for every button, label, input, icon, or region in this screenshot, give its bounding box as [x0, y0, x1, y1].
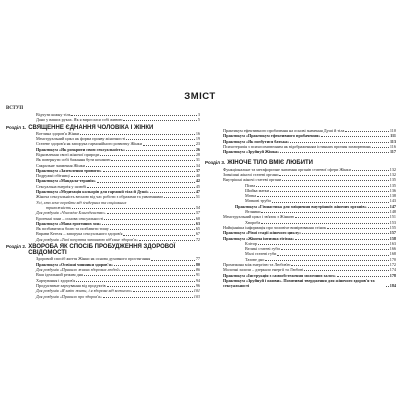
toc-entry-page: 116: [389, 143, 396, 149]
dot-leader: [368, 207, 389, 208]
toc-entry-page: 147: [389, 203, 396, 209]
toc-entry: [6, 237, 200, 242]
toc-entry-title: Практикум «Жіноча інтимна гігієна»: [223, 235, 295, 241]
toc-entry-title: Практикум «Практикум ефективного пробачення»: [223, 133, 321, 139]
dot-leader: [87, 187, 195, 188]
toc-entry-page: 143: [389, 198, 396, 204]
section-3-entries: [205, 167, 396, 289]
toc-left-column: [6, 104, 200, 299]
toc-entry-page: 170: [389, 256, 396, 262]
intro-entries: [6, 112, 200, 123]
dot-leader: [97, 182, 195, 183]
toc-entry-page: 45: [195, 183, 200, 189]
toc-entry-page: 110: [389, 128, 396, 133]
toc-entry-page: 132: [389, 171, 396, 177]
toc-entry-title: Матка: [245, 193, 257, 199]
toc-entry-title: Менструальний цикл як форма прояву жіночності: [36, 136, 126, 142]
toc-entry-page: 65: [195, 226, 200, 232]
toc-entry-title: Практикум «Інструкція з самообстеження молочних залоз»: [223, 272, 336, 278]
dot-leader: [261, 212, 388, 213]
toc-entry: [6, 117, 200, 122]
dot-leader: [103, 171, 195, 172]
dot-leader: [372, 147, 389, 148]
dot-leader: [123, 120, 197, 121]
dot-leader: [279, 175, 388, 176]
toc-entry-page: 101: [193, 288, 200, 294]
dot-leader: [352, 170, 389, 171]
dot-leader: [321, 136, 389, 137]
toc-entry-page: 155: [389, 224, 396, 230]
toc-entry-page: 138: [389, 193, 396, 199]
dot-leader: [282, 180, 389, 181]
toc-entry-title: Внутрішні жіночі статеві органи: [223, 177, 282, 183]
toc-entry-page: 135: [389, 177, 396, 183]
toc-entry-title: Здоровий спосіб життя Жінки як основа духовного простягання: [36, 256, 151, 262]
toc-entry-page: 151: [389, 214, 396, 220]
toc-entry-title: Практикум ефективного пробачення на основі значення Душі й тіла: [223, 128, 345, 133]
dot-leader: [76, 281, 195, 282]
dot-leader: [114, 265, 195, 266]
toc-entry-title: Відчути кожну тіль: [36, 112, 71, 117]
toc-entry: [6, 294, 200, 299]
toc-entry-title: Для роздумів «Правило про здоров'я»: [36, 293, 103, 299]
toc-entry-page: 19: [195, 136, 200, 142]
toc-entry-title: Для роздумів «Я вмію жити, і я здорова від кожного»: [36, 288, 133, 294]
toc-entry-page: 91: [195, 272, 200, 278]
dot-leader: [126, 150, 195, 151]
toc-entry-title: Практикум «Мандала-терапія»: [36, 178, 96, 184]
dot-leader: [107, 213, 195, 214]
toc-entry-page: 94: [195, 277, 200, 283]
dot-leader: [277, 255, 388, 256]
toc-entry-title: Сакральне знамення Жінки: [36, 162, 85, 168]
dot-leader: [80, 134, 195, 135]
section-2-title: ХВОРОБА ЯК СПОСІБ ПРОБУДЖЕННЯ ЗДОРОВОЇ СВІДОМОСТІ: [28, 244, 176, 257]
toc-entry-title: Дано у ваших руках. Як я вирослася собі живою: [36, 117, 123, 123]
toc-entry-title: Для роздумів «Твої почуття заповнюю від'ємне здоров'я»: [36, 236, 139, 242]
toc-entry-title: Практикум «Мапа ерогенних зон»: [36, 220, 102, 226]
dot-leader: [258, 244, 389, 245]
toc-entry-title: Усі, хто хоче перейти від ґендерних та соціальних: [36, 199, 127, 205]
toc-entry-page: 168: [389, 251, 396, 257]
toc-entry-title: Маткові труби: [245, 198, 271, 204]
dot-leader: [71, 115, 196, 116]
toc-entry-page: 103: [193, 293, 200, 299]
toc-entry-title: Практикум «Як розкрити свою сексуальність»: [36, 146, 126, 152]
toc-entry-title: Молочні залози – дзеркало енергії та Любові: [223, 267, 304, 273]
section-1-entries: [6, 131, 200, 242]
toc-entry-title: Клітор: [245, 240, 258, 246]
toc-entry-page: 16: [195, 130, 200, 136]
dot-leader: [143, 145, 195, 146]
toc-entry-page: 136: [389, 187, 396, 193]
dot-leader: [295, 239, 389, 240]
toc-entry-title: Найцінніша інформація про чоловіче вимірювання стінок: [223, 224, 327, 230]
toc-entry-page: 135: [389, 182, 396, 188]
dot-leader: [295, 217, 389, 218]
section-1-title: СВЯЩЕННЕ ЄДНАННЯ ЧОЛОВІКА І ЖІНКИ: [28, 124, 154, 131]
toc-entry-title: Практикум «Заземлення тривоги»: [36, 167, 102, 173]
toc-entry-page: 174: [389, 267, 396, 273]
dot-leader: [265, 260, 388, 261]
toc-entry-page: 184: [389, 283, 396, 289]
dot-leader: [150, 192, 195, 193]
toc-entry-page: 57: [195, 210, 200, 216]
toc-entry-title: Жіноча сексуальність весною від час роботи з образами та уявленнями: [36, 194, 163, 200]
section-3-title: ЖІНОЧЕ ТІЛО ВМІЄ ЛЮБИТИ: [227, 160, 313, 167]
toc-entry-page: 111: [390, 133, 396, 139]
dot-leader: [164, 197, 195, 198]
toc-entry-page: 178: [389, 272, 396, 278]
toc-entry-title: Хвороба: [245, 219, 261, 225]
dot-leader: [72, 208, 195, 209]
section-2-entries: [6, 256, 200, 298]
toc-entry-title: Продуктивне харчування від продуктів: [36, 282, 106, 288]
toc-entry: [205, 278, 396, 289]
dot-leader: [126, 139, 195, 140]
toc-entry-page: 51: [195, 194, 200, 200]
dot-leader: [256, 186, 389, 187]
toc-entry-title: Практикум «Освіжні чинники здоров'я»: [36, 261, 113, 267]
toc-entry-page: 117: [389, 149, 396, 155]
dot-leader: [386, 286, 389, 287]
dot-leader: [71, 176, 195, 177]
toc-entry-title: Як позбавитися болю та позбавити тишу: [36, 226, 109, 232]
toc-entry-title: Для роздумів «Правило живих здорових людей»: [36, 267, 121, 273]
dot-leader: [122, 270, 195, 271]
toc-entry-title: Подружні обітниці: [36, 173, 70, 179]
toc-entry-title: Статеве здоров'я як запорука гармонійного розвитку Жінки: [36, 141, 142, 147]
toc-entry-page: 77: [195, 256, 200, 262]
dot-leader: [257, 196, 389, 197]
section-2-number: Розділ 2.: [6, 244, 27, 250]
toc-entry-page: 63: [195, 220, 200, 226]
toc-entry-title: Практикум «Зруйнуй Жінка»: [223, 149, 280, 155]
toc-entry-page: 67: [195, 231, 200, 237]
dot-leader: [302, 233, 388, 234]
toc-entry-page: 163: [389, 240, 396, 246]
dot-leader: [123, 235, 194, 236]
toc-entry-page: 54: [195, 204, 200, 210]
dot-leader: [151, 260, 195, 261]
toc-entry-page: 31: [195, 157, 200, 163]
toc-entry-page: 172: [389, 262, 396, 268]
toc-entry-title: Функціональне та метафоричне значення органів статевої сфери Жінки: [223, 166, 351, 172]
toc-right-column: [205, 104, 396, 289]
toc-entry-title: Практикум «Зруйнуй і оживи». Позитивні твердження для жіночого здоров'я та сексуальності: [223, 277, 375, 289]
dot-leader: [100, 155, 194, 156]
dot-leader: [304, 270, 388, 271]
toc-entry-page: 153: [389, 219, 396, 225]
dot-leader: [139, 240, 195, 241]
toc-entry-page: 132: [389, 166, 396, 172]
toc-entry-title: Менструальний цикл і зв'язок з Жінкою: [223, 214, 295, 220]
continuation-entries: [205, 128, 396, 154]
toc-entry-title: Відновлення своєї жіночої природи: [36, 151, 100, 157]
toc-entry-title: Практикум «Як позбутися батька»: [223, 138, 290, 144]
toc-entry-title: Харчування і здоров'я: [36, 277, 76, 283]
dot-leader: [111, 160, 194, 161]
dot-leader: [86, 166, 195, 167]
dot-leader: [107, 286, 195, 287]
toc-entry-page: 5: [197, 117, 200, 123]
toc-entry-page: 60: [195, 215, 200, 221]
toc-entry-title: Малі статеві губи: [245, 251, 277, 257]
toc-entry-page: 96: [195, 282, 200, 288]
toc-entry-page: 157: [389, 230, 396, 236]
toc-entry-page: 26: [195, 146, 200, 152]
toc-entry-title: Практикум «Різні стадії жіночого циклу»: [223, 230, 302, 236]
dot-leader: [280, 152, 389, 153]
dot-leader: [272, 202, 389, 203]
dot-leader: [337, 276, 389, 277]
toc-entry-title: Вотчина здоров'я Жінки: [36, 130, 80, 136]
toc-entry-page: 28: [195, 151, 200, 157]
toc-entry-title: Сексуальна енергія у шлюбі: [36, 183, 87, 189]
toc-entry-page: 80: [195, 261, 200, 267]
toc-entry-page: 34: [195, 162, 200, 168]
section-2-heading: [6, 244, 200, 256]
page-title: ЗМІСТ: [184, 91, 216, 102]
toc-entry-page: 23: [195, 141, 200, 147]
toc-entry-title: Ваш ідеальний режим дня: [36, 272, 83, 278]
toc-entry-title: Великі статеві губи: [245, 246, 280, 252]
toc-entry-title: Психотерапія з психосоматичним як відображенням істинних причин захворювань: [223, 143, 372, 149]
dot-leader: [84, 275, 195, 276]
toc-entry-title: Зовнішні жіночі статеві органи: [223, 171, 279, 177]
toc-entry-title: Піхва: [245, 182, 256, 188]
section-1-number: Розділ 1.: [6, 124, 27, 130]
toc-entry-title: Яєчники: [245, 209, 261, 215]
dot-leader: [102, 224, 195, 225]
dot-leader: [133, 291, 192, 292]
dot-leader: [290, 142, 389, 143]
dot-leader: [291, 265, 388, 266]
toc-entry-title: Промежина між енергією та Любов'ю: [223, 262, 291, 268]
toc-entry-page: 166: [389, 246, 396, 252]
toc-entry-page: 158: [389, 235, 396, 241]
intro-heading: ВСТУП: [6, 106, 24, 111]
toc-entry-page: 47: [195, 189, 200, 195]
toc-entry-page: 86: [195, 267, 200, 273]
toc-entry-title: Ерогенні зони – основа сексуальності: [36, 215, 104, 221]
toc-entry-title: Тазове дно: [245, 256, 265, 262]
toc-entry-title: Як повернути собі бажання бути коханою: [36, 157, 111, 163]
dot-leader: [270, 191, 389, 192]
dot-leader: [110, 229, 195, 230]
dot-leader: [104, 219, 195, 220]
toc-entry-title: Вправи Кегеля – запорука сексуального здоров'я: [36, 231, 123, 237]
toc-entry: [205, 149, 396, 154]
toc-entry-page: 113: [389, 138, 396, 144]
toc-entry-page: 3: [197, 112, 200, 117]
toc-entry-page: 42: [195, 178, 200, 184]
dot-leader: [327, 228, 389, 229]
toc-entry-title: тривожність: [46, 204, 71, 210]
dot-leader: [281, 249, 389, 250]
toc-entry-title: Практикум «Гімнастика для зміцнення внутрішніх жіночих органів»: [235, 203, 367, 209]
toc-entry-title: Для роздумів «Чоловіче Благоденство»: [36, 210, 106, 216]
toc-entry-page: 40: [195, 173, 200, 179]
toc-entry-title: Шийка матки: [245, 187, 270, 193]
toc-entry-page: 72: [195, 236, 200, 242]
dot-leader: [103, 297, 193, 298]
toc-entry-page: 148: [389, 209, 396, 215]
toc-entry-page: 37: [195, 167, 200, 173]
dot-leader: [345, 131, 389, 132]
section-3-number: Розділ 3.: [205, 160, 226, 166]
dot-leader: [261, 223, 388, 224]
toc-entry-title: Практикум «Медитація кольорів для гармонії тіла й Душі»: [36, 189, 149, 195]
